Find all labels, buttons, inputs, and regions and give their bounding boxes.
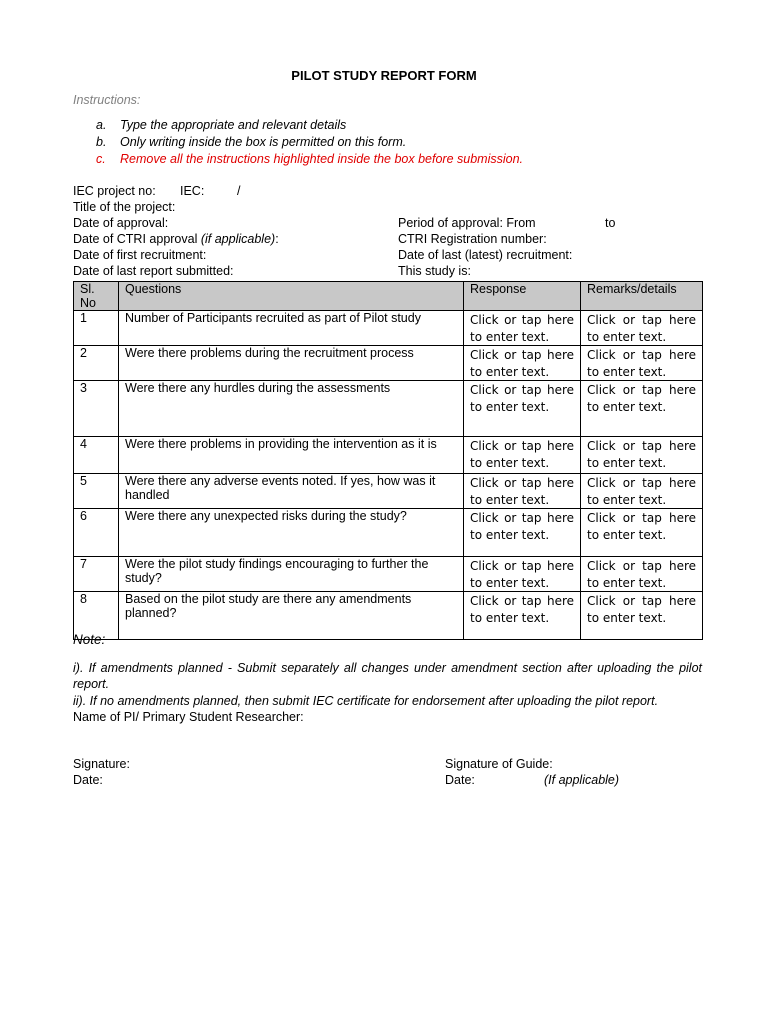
- row-number: 4: [74, 437, 119, 474]
- row-number: 8: [74, 592, 119, 640]
- instruction-letter: c.: [96, 152, 106, 166]
- instruction-text: Type the appropriate and relevant details: [120, 118, 347, 132]
- pi-name-label: Name of PI/ Primary Student Researcher:: [73, 710, 304, 724]
- instruction-item-highlighted: [96, 151, 523, 168]
- ctri-registration-label: CTRI Registration number:: [398, 232, 547, 246]
- study-status-label: This study is:: [398, 264, 471, 278]
- remarks-field[interactable]: Click or tap here to enter text.: [581, 557, 703, 592]
- row-question: Were there problems during the recruitment process: [119, 346, 464, 381]
- table-row: [74, 311, 703, 346]
- row-number: 2: [74, 346, 119, 381]
- first-recruitment-label: Date of first recruitment:: [73, 248, 207, 262]
- row-number: 7: [74, 557, 119, 592]
- last-report-label: Date of last report submitted:: [73, 264, 234, 278]
- response-field[interactable]: Click or tap here to enter text.: [464, 557, 581, 592]
- row-question: Were the pilot study findings encouraging to further the study?: [119, 557, 464, 592]
- row-question: Number of Participants recruited as part of Pilot study: [119, 311, 464, 346]
- response-field[interactable]: Click or tap here to enter text.: [464, 474, 581, 509]
- table-row: [74, 381, 703, 437]
- signature-label: Signature:: [73, 757, 130, 771]
- response-field[interactable]: Click or tap here to enter text.: [464, 592, 581, 640]
- response-field[interactable]: Click or tap here to enter text.: [464, 311, 581, 346]
- response-field[interactable]: Click or tap here to enter text.: [464, 346, 581, 381]
- date-label: Date:: [73, 773, 103, 787]
- guide-signature-label: Signature of Guide:: [445, 757, 553, 771]
- instruction-item: [96, 117, 523, 134]
- ctri-approval-date-label: Date of CTRI approval (if applicable):: [73, 232, 279, 246]
- row-question: Were there any adverse events noted. If yes, how was it handled: [119, 474, 464, 509]
- header-questions: Questions: [119, 282, 464, 311]
- instruction-item: [96, 134, 523, 151]
- project-title-label: Title of the project:: [73, 200, 176, 214]
- response-field[interactable]: Click or tap here to enter text.: [464, 509, 581, 557]
- guide-date-label: Date:: [445, 773, 475, 787]
- row-question: Based on the pilot study are there any amendments planned?: [119, 592, 464, 640]
- row-number: 3: [74, 381, 119, 437]
- remarks-field[interactable]: Click or tap here to enter text.: [581, 592, 703, 640]
- instructions-label: Instructions:: [73, 93, 141, 107]
- instruction-text: Only writing inside the box is permitted on this form.: [120, 135, 407, 149]
- table-row: [74, 437, 703, 474]
- row-number: 5: [74, 474, 119, 509]
- response-field[interactable]: Click or tap here to enter text.: [464, 437, 581, 474]
- instruction-letter: b.: [96, 135, 107, 149]
- row-number: 6: [74, 509, 119, 557]
- period-to-label: to: [605, 216, 616, 230]
- date-of-approval-label: Date of approval:: [73, 216, 169, 230]
- note-item: ii). If no amendments planned, then submit IEC certificate for endorsement after uploading the pilot report.: [73, 694, 659, 708]
- table-row: [74, 474, 703, 509]
- instructions-list: [96, 117, 523, 168]
- header-sl-no: Sl. No: [74, 282, 119, 311]
- row-number: 1: [74, 311, 119, 346]
- table-row: [74, 592, 703, 640]
- page-title: PILOT STUDY REPORT FORM: [291, 68, 477, 83]
- remarks-field[interactable]: Click or tap here to enter text.: [581, 474, 703, 509]
- remarks-field[interactable]: Click or tap here to enter text.: [581, 311, 703, 346]
- table-row: [74, 557, 703, 592]
- remarks-field[interactable]: Click or tap here to enter text.: [581, 509, 703, 557]
- remarks-field[interactable]: Click or tap here to enter text.: [581, 381, 703, 437]
- if-applicable-note: (If applicable): [544, 773, 620, 787]
- questions-table: [73, 281, 703, 640]
- note-item: i). If amendments planned - Submit separately all changes under amendment section after uploading the pilot report.: [73, 661, 702, 691]
- row-question: Were there any hurdles during the assessments: [119, 381, 464, 437]
- instruction-text: Remove all the instructions highlighted inside the box before submission.: [120, 152, 524, 166]
- iec-project-no-label: IEC project no:: [73, 184, 156, 198]
- header-remarks: Remarks/details: [581, 282, 703, 311]
- remarks-field[interactable]: Click or tap here to enter text.: [581, 437, 703, 474]
- row-question: Were there problems in providing the intervention as it is: [119, 437, 464, 474]
- table-row: [74, 346, 703, 381]
- period-of-approval-label: Period of approval: From: [398, 216, 536, 230]
- instruction-letter: a.: [96, 118, 107, 132]
- iec-slash: /: [237, 184, 241, 198]
- header-response: Response: [464, 282, 581, 311]
- note-label: Note:: [73, 632, 106, 647]
- remarks-field[interactable]: Click or tap here to enter text.: [581, 346, 703, 381]
- iec-label: IEC:: [180, 184, 205, 198]
- table-header-row: [74, 282, 703, 311]
- last-recruitment-label: Date of last (latest) recruitment:: [398, 248, 573, 262]
- row-question: Were there any unexpected risks during the study?: [119, 509, 464, 557]
- table-row: [74, 509, 703, 557]
- response-field[interactable]: Click or tap here to enter text.: [464, 381, 581, 437]
